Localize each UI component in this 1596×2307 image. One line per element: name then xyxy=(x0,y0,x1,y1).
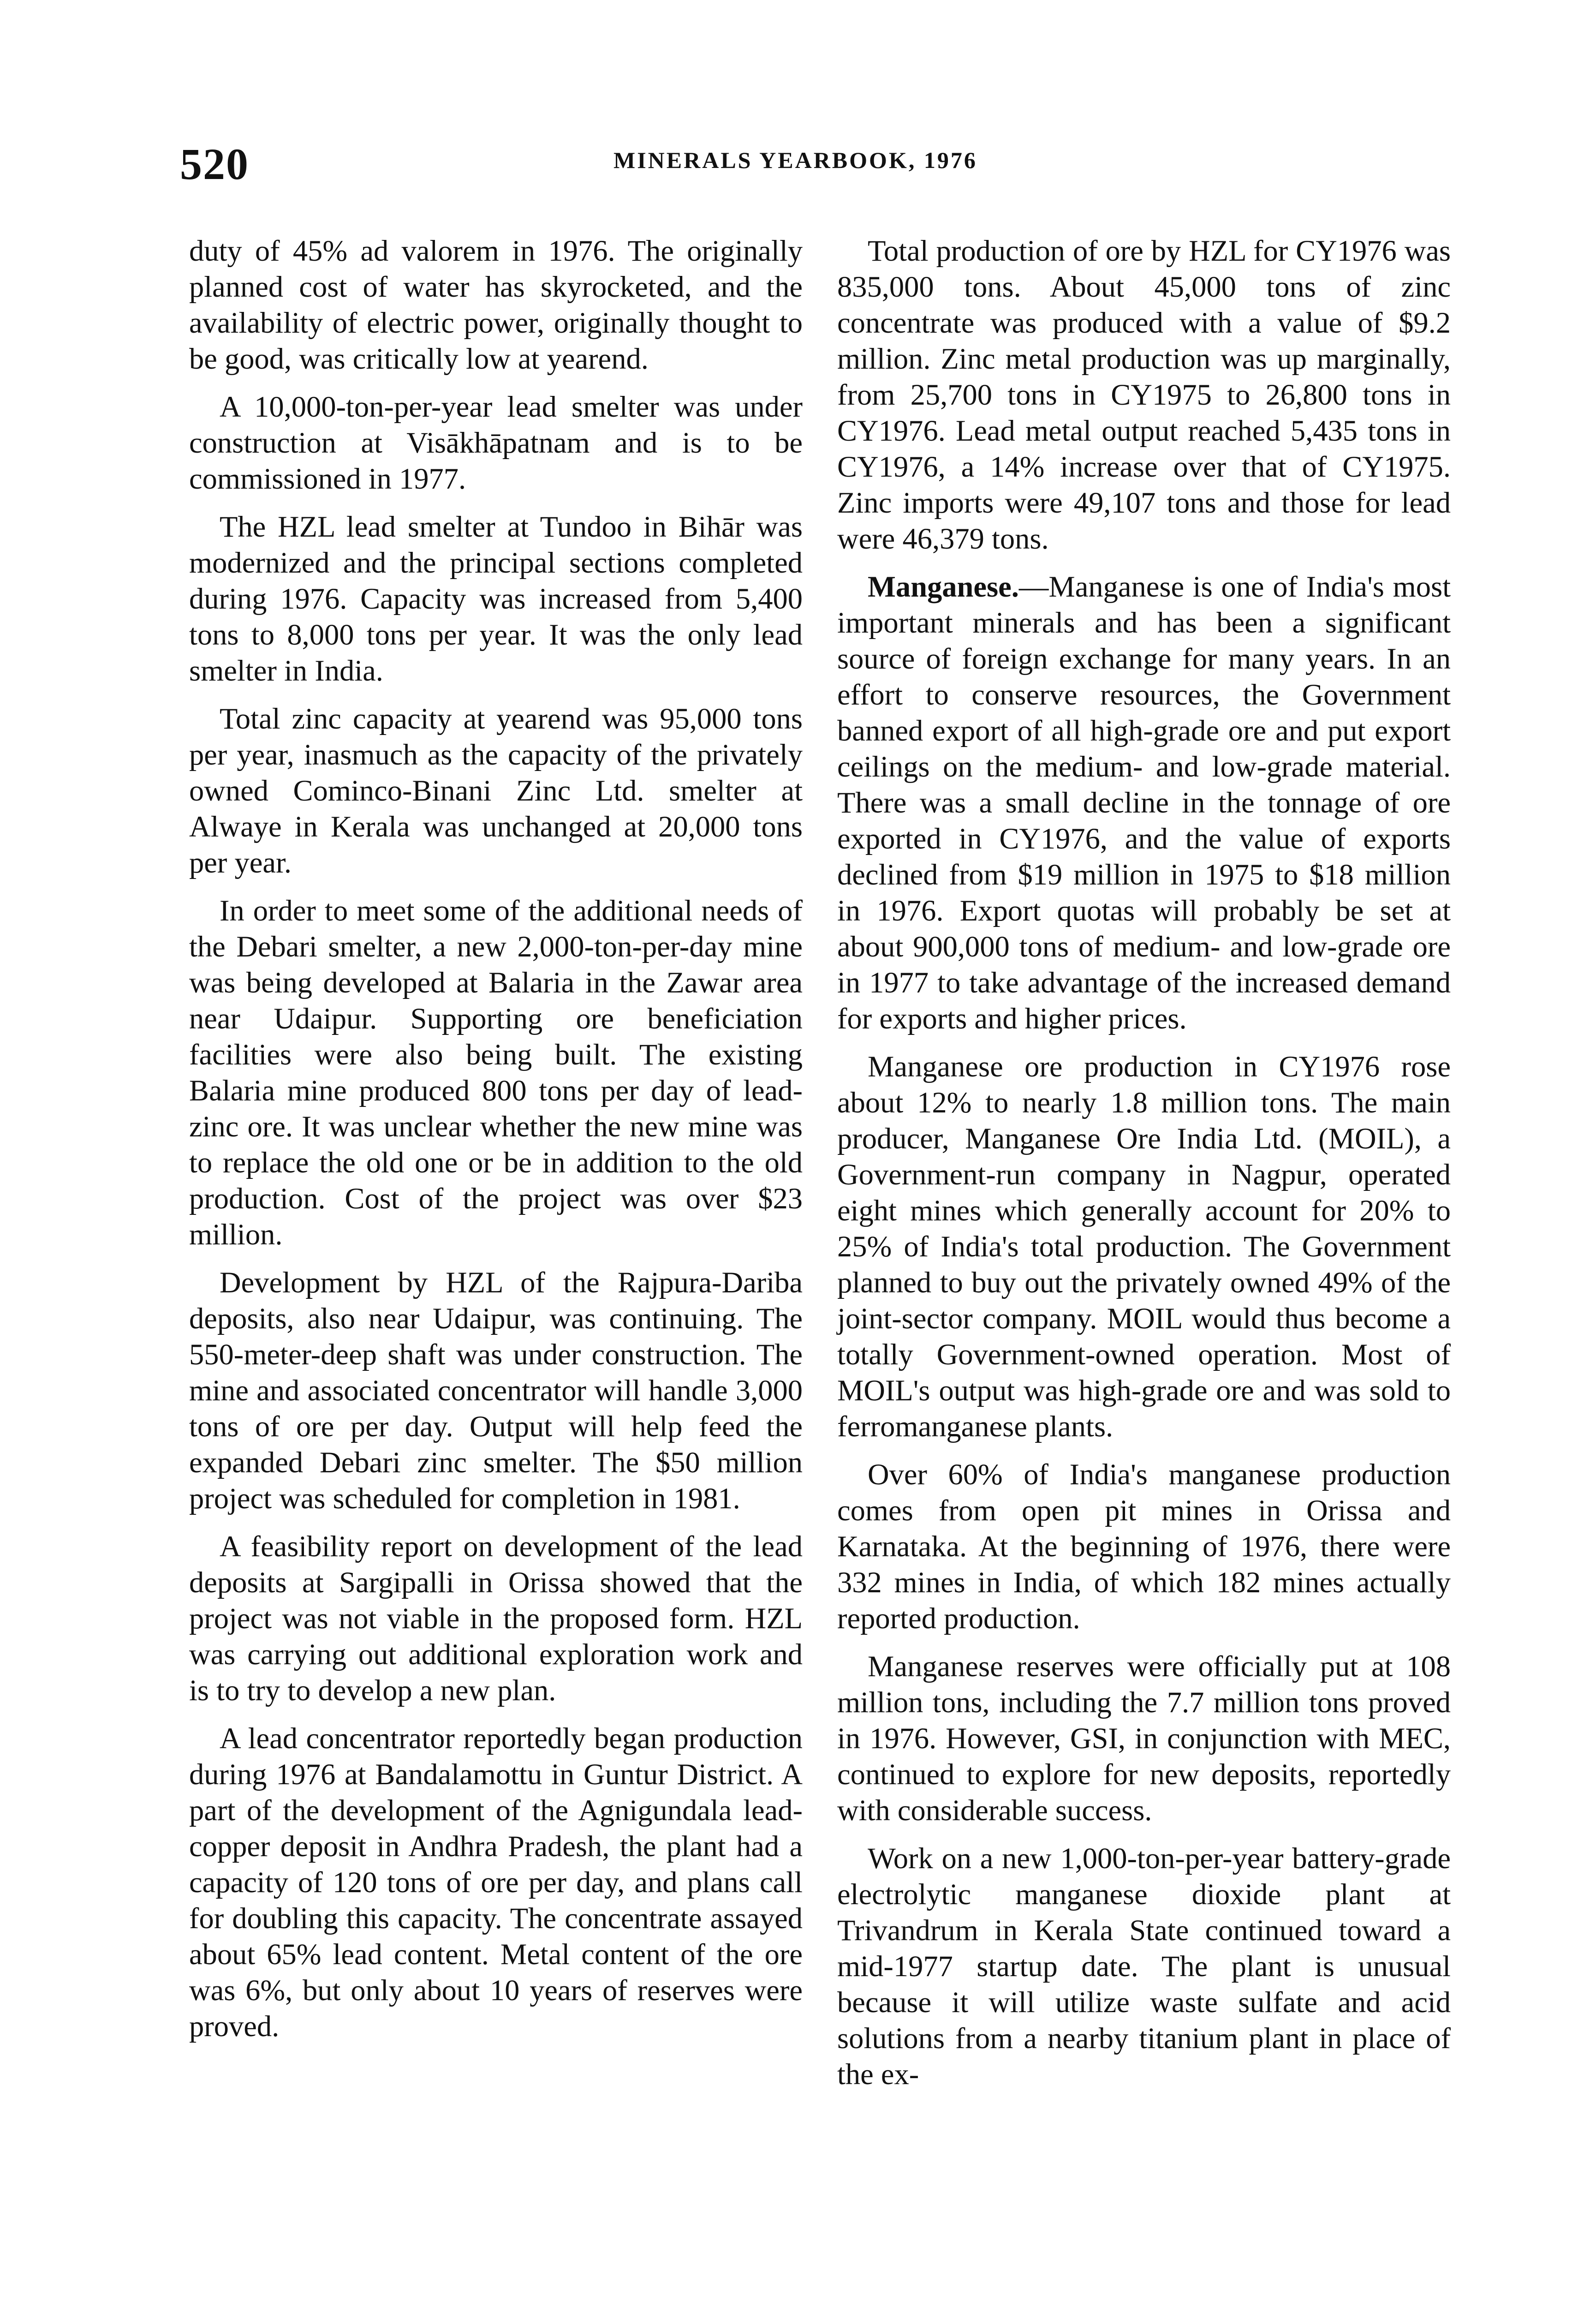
paragraph-lead-smelter-visakhapatnam: A 10,000-ton-per-year lead smelter was under construction at Visākhāpatnam and is to be commissioned in 1977. xyxy=(189,390,803,495)
paragraph-continued: duty of 45% ad valorem in 1976. The originally planned cost of water has skyrocketed, and the availability of electric power, originally thought to be good, was critically low at yearend. xyxy=(189,234,803,375)
paragraph-trivandrum-plant: Work on a new 1,000-ton-per-year battery-grade electrolytic manganese dioxide plant at Trivandrum in Kerala State continued toward a mid-1977 startup date. The plant is unusual because it will utilize waste sulfate and acid solutions from a nearby titanium plant in place of the ex- xyxy=(837,1842,1451,2091)
paragraph-hzl-production: Total production of ore by HZL for CY1976 was 835,000 tons. About 45,000 tons of zinc concentrate was produced with a value of $9.2 million. Zinc metal production was up marginally, from 25,700 tons in CY1975 to 26,800 tons in CY1976. Lead metal output reached 5,435 tons in CY1976, a 14% increase over that of CY1975. Zinc imports were 49,107 tons and those for lead were 46,379 tons. xyxy=(837,234,1451,555)
page-number: 520 xyxy=(180,139,249,189)
paragraph-sargipalli: A feasibility report on development of the lead deposits at Sargipalli in Orissa showed that the project was not viable in the proposed form. HZL was carrying out additional exploration work and is to try to develop a new plan. xyxy=(189,1530,803,1707)
paragraph-balaria-mine: In order to meet some of the additional needs of the Debari smelter, a new 2,000-ton-per-day mine was being developed at Balaria in the Zawar area near Udaipur. Supporting ore beneficiation facilities were also being built. The existing Balaria mine produced 800 tons per day of lead-zinc ore. It was unclear whether the new mine was to replace the old one or be in addition to the old production. Cost of the project was over $23 million. xyxy=(189,894,803,1251)
paragraph-manganese-reserves: Manganese reserves were officially put at 108 million tons, including the 7.7 million tons proved in 1976. However, GSI, in conjunction with MEC, continued to explore for new deposits, reportedly with considerable success. xyxy=(837,1650,1451,1827)
paragraph-bandalamottu: A lead concentrator reportedly began production during 1976 at Bandalamottu in Guntur District. A part of the development of the Agnigundala lead-copper deposit in Andhra Pradesh, the plant had a capacity of 120 tons of ore per day, and plans call for doubling this capacity. The concentrate assayed about 65% lead content. Metal content of the ore was 6%, but only about 10 years of reserves were proved. xyxy=(189,1722,803,2043)
paragraph-manganese-production: Manganese ore production in CY1976 rose about 12% to nearly 1.8 million tons. The main producer, Manganese Ore India Ltd. (MOIL), a Government-run company in Nagpur, operated eight mines which generally account for 20% to 25% of India's total production. The Government planned to buy out the privately owned 49% of the joint-sector company. MOIL would thus become a totally Government-owned operation. Most of MOIL's output was high-grade ore and was sold to ferromanganese plants. xyxy=(837,1050,1451,1443)
left-column xyxy=(189,233,803,2056)
manganese-intro-text: —Manganese is one of India's most important minerals and has been a significant source of foreign exchange for many years. In an effort to conserve resources, the Government banned export of all high-grade ore and put export ceilings on the medium- and low-grade material. There was a small decline in the tonnage of ore exported in CY1976, and the value of exports declined from $19 million in 1975 to $18 million in 1976. Export quotas will probably be set at about 900,000 tons of medium- and low-grade ore in 1977 to take advantage of the increased demand for exports and higher prices. xyxy=(837,570,1451,1035)
right-column xyxy=(837,233,1451,2104)
running-title: MINERALS YEARBOOK, 1976 xyxy=(613,147,977,173)
paragraph-open-pit-mines: Over 60% of India's manganese production comes from open pit mines in Orissa and Karnataka. At the beginning of 1976, there were 332 mines in India, of which 182 mines actually reported production. xyxy=(837,1458,1451,1635)
paragraph-manganese-intro xyxy=(837,569,1451,1037)
paragraph-zinc-capacity: Total zinc capacity at yearend was 95,000 tons per year, inasmuch as the capacity of the privately owned Cominco-Binani Zinc Ltd. smelter at Alwaye in Kerala was unchanged at 20,000 tons per year. xyxy=(189,702,803,879)
paragraph-rajpura-dariba: Development by HZL of the Rajpura-Dariba deposits, also near Udaipur, was continuing. The 550-meter-deep shaft was under construction. The mine and associated concentrator will handle 3,000 tons of ore per day. Output will help feed the expanded Debari zinc smelter. The $50 million project was scheduled for completion in 1981. xyxy=(189,1266,803,1515)
manganese-heading: Manganese. xyxy=(868,570,1019,603)
paragraph-tundoo-smelter: The HZL lead smelter at Tundoo in Bihār was modernized and the principal sections completed during 1976. Capacity was increased from 5,400 tons to 8,000 tons per year. It was the only lead smelter in India. xyxy=(189,510,803,687)
